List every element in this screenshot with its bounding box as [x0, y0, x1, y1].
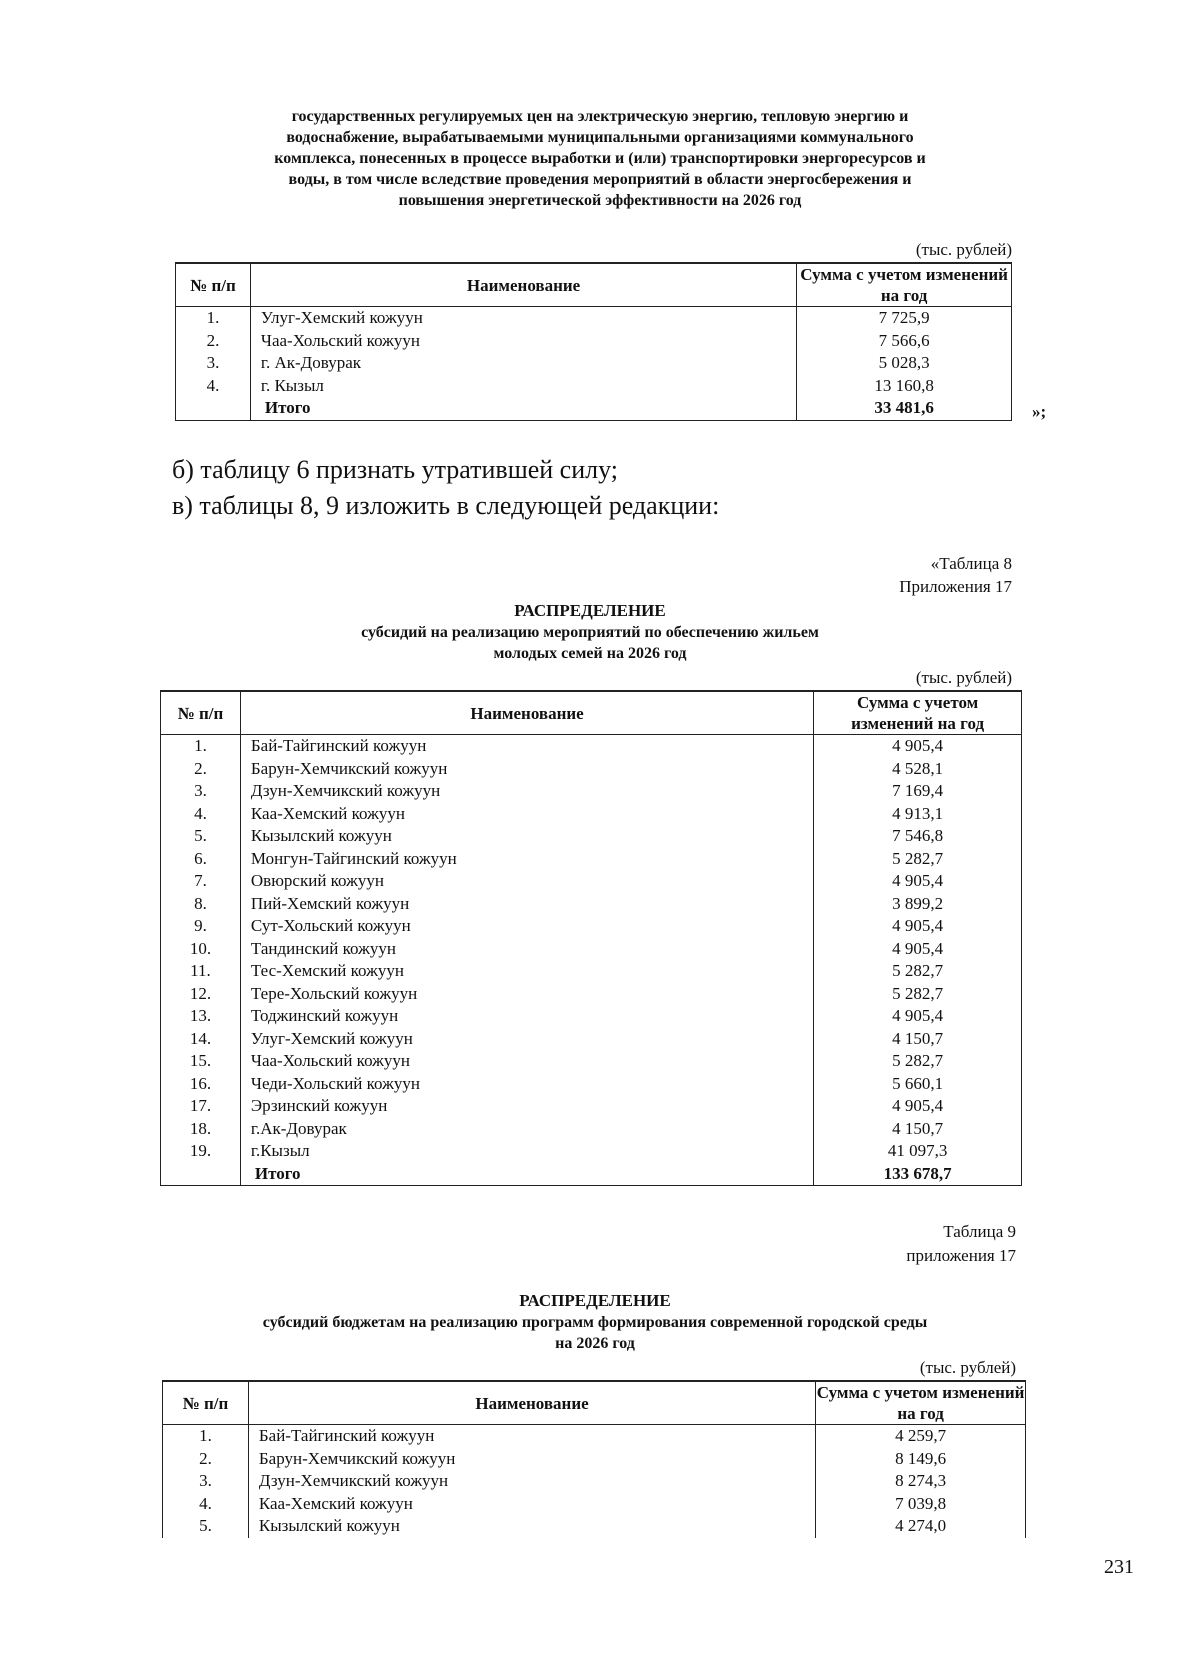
table-row — [163, 1425, 1026, 1448]
col-sum-header: Сумма с учетом изменений на год — [797, 263, 1012, 307]
caption-line: Приложения 17 — [899, 577, 1012, 596]
table-row — [163, 1470, 1026, 1493]
row-number: 13. — [161, 1005, 241, 1028]
row-number: 3. — [163, 1470, 249, 1493]
table9-title — [170, 1290, 1020, 1354]
col-num-header: № п/п — [161, 691, 241, 735]
row-name: Овюрский кожуун — [240, 870, 813, 893]
row-number: 2. — [163, 1448, 249, 1471]
table9-caption — [800, 1220, 1016, 1268]
row-number: 1. — [163, 1425, 249, 1448]
title-line: субсидий на реализацию мероприятий по обеспечению жильем — [361, 624, 819, 641]
row-number: 9. — [161, 915, 241, 938]
row-number: 8. — [161, 893, 241, 916]
title-word: РАСПРЕДЕЛЕНИЕ — [514, 601, 666, 620]
table1-unit: (тыс. рублей) — [915, 240, 1012, 259]
table-row — [161, 780, 1022, 803]
row-name: Пий-Хемский кожуун — [240, 893, 813, 916]
row-name: Бай-Тайгинский кожуун — [240, 735, 813, 758]
table-header-row — [176, 263, 1012, 307]
row-value: 8 149,6 — [816, 1448, 1026, 1471]
row-value: 4 150,7 — [814, 1028, 1022, 1051]
row-number: 14. — [161, 1028, 241, 1051]
table-row — [161, 960, 1022, 983]
col-sum-header: Сумма с учетом изменений на год — [814, 691, 1022, 735]
row-value: 5 282,7 — [814, 960, 1022, 983]
row-value: 5 282,7 — [814, 983, 1022, 1006]
row-number: 2. — [161, 758, 241, 781]
row-name: г. Кызыл — [250, 375, 796, 398]
row-name: Тес-Хемский кожуун — [240, 960, 813, 983]
row-value: 4 150,7 — [814, 1118, 1022, 1141]
row-value: 4 905,4 — [814, 1095, 1022, 1118]
row-value: 7 039,8 — [816, 1493, 1026, 1516]
row-name: Чаа-Хольский кожуун — [250, 330, 796, 353]
row-number: 3. — [161, 780, 241, 803]
heading-line: воды, в том числе вследствие проведения мероприятий в области энергосбережения и — [288, 171, 912, 188]
col-name-header: Наименование — [240, 691, 813, 735]
table-row — [176, 307, 1012, 330]
table-row — [161, 1028, 1022, 1051]
row-value: 13 160,8 — [797, 375, 1012, 398]
caption-line: приложения 17 — [906, 1246, 1016, 1265]
section-heading — [190, 106, 1010, 211]
row-value: 7 546,8 — [814, 825, 1022, 848]
row-number: 16. — [161, 1073, 241, 1096]
row-number: 5. — [163, 1515, 249, 1538]
table-row — [176, 352, 1012, 375]
table-row — [161, 983, 1022, 1006]
row-value: 3 899,2 — [814, 893, 1022, 916]
table-row — [176, 330, 1012, 353]
col-num-header: № п/п — [163, 1381, 249, 1425]
title-word: РАСПРЕДЕЛЕНИЕ — [519, 1291, 671, 1310]
total-num-cell — [176, 397, 251, 420]
row-value: 7 566,6 — [797, 330, 1012, 353]
table8-caption — [700, 552, 1012, 598]
row-value: 4 913,1 — [814, 803, 1022, 826]
row-name: Чаа-Хольский кожуун — [240, 1050, 813, 1073]
row-number: 4. — [163, 1493, 249, 1516]
row-value: 5 028,3 — [797, 352, 1012, 375]
row-value: 4 274,0 — [816, 1515, 1026, 1538]
row-value: 4 905,4 — [814, 1005, 1022, 1028]
row-value: 4 905,4 — [814, 915, 1022, 938]
row-number: 12. — [161, 983, 241, 1006]
row-name: Монгун-Тайгинский кожуун — [240, 848, 813, 871]
table1 — [175, 262, 1012, 421]
table8-title — [250, 600, 930, 664]
row-number: 7. — [161, 870, 241, 893]
table9-unit: (тыс. рублей) — [919, 1358, 1016, 1377]
row-name: Эрзинский кожуун — [240, 1095, 813, 1118]
row-value: 4 528,1 — [814, 758, 1022, 781]
heading-line: повышения энергетической эффективности на 2026 год — [398, 192, 802, 209]
row-name: Дзун-Хемчикский кожуун — [248, 1470, 815, 1493]
row-number: 1. — [161, 735, 241, 758]
row-number: 15. — [161, 1050, 241, 1073]
row-number: 6. — [161, 848, 241, 871]
total-value: 133 678,7 — [814, 1163, 1022, 1186]
total-row — [161, 1163, 1022, 1186]
row-number: 17. — [161, 1095, 241, 1118]
col-name-header: Наименование — [248, 1381, 815, 1425]
total-label: Итого — [240, 1163, 813, 1186]
row-number: 4. — [176, 375, 251, 398]
heading-line: водоснабжение, вырабатываемыми муниципальными организациями коммунального — [286, 129, 914, 146]
row-number: 11. — [161, 960, 241, 983]
row-value: 41 097,3 — [814, 1140, 1022, 1163]
row-name: Бай-Тайгинский кожуун — [248, 1425, 815, 1448]
heading-line: комплекса, понесенных в процессе выработки и (или) транспортировки энергоресурсов и — [274, 150, 926, 167]
total-row — [176, 397, 1012, 420]
table-row — [161, 1005, 1022, 1028]
table-row — [176, 375, 1012, 398]
row-name: Тоджинский кожуун — [240, 1005, 813, 1028]
row-value: 7 169,4 — [814, 780, 1022, 803]
row-value: 7 725,9 — [797, 307, 1012, 330]
table-row — [161, 938, 1022, 961]
row-number: 10. — [161, 938, 241, 961]
title-line: субсидий бюджетам на реализацию программ формирования современной городской среды — [262, 1314, 928, 1331]
table-row — [163, 1448, 1026, 1471]
row-value: 4 905,4 — [814, 870, 1022, 893]
row-name: Каа-Хемский кожуун — [248, 1493, 815, 1516]
row-name: Тандинский кожуун — [240, 938, 813, 961]
col-num-header: № п/п — [176, 263, 251, 307]
row-name: Тере-Хольский кожуун — [240, 983, 813, 1006]
row-name: Улуг-Хемский кожуун — [240, 1028, 813, 1051]
table-row — [163, 1493, 1026, 1516]
col-sum-header: Сумма с учетом изменений на год — [816, 1383, 1025, 1423]
title-line: на 2026 год — [555, 1335, 635, 1352]
total-num-cell — [161, 1163, 241, 1186]
row-number: 2. — [176, 330, 251, 353]
table-row — [161, 803, 1022, 826]
row-number: 19. — [161, 1140, 241, 1163]
col-name-header: Наименование — [250, 263, 796, 307]
row-name: Дзун-Хемчикский кожуун — [240, 780, 813, 803]
heading-line: государственных регулируемых цен на электрическую энергию, тепловую энергию и — [291, 108, 909, 125]
row-value: 4 905,4 — [814, 735, 1022, 758]
row-value: 5 282,7 — [814, 848, 1022, 871]
paragraph-b: б) таблицу 6 признать утратившей силу; — [172, 455, 618, 484]
paragraph-v: в) таблицы 8, 9 изложить в следующей редакции: — [172, 491, 720, 520]
row-name: Кызылский кожуун — [240, 825, 813, 848]
row-value: 8 274,3 — [816, 1470, 1026, 1493]
row-number: 4. — [161, 803, 241, 826]
row-number: 1. — [176, 307, 251, 330]
row-value: 5 660,1 — [814, 1073, 1022, 1096]
row-number: 18. — [161, 1118, 241, 1141]
row-name: Барун-Хемчикский кожуун — [248, 1448, 815, 1471]
table9-body — [163, 1425, 1026, 1538]
total-value: 33 481,6 — [797, 397, 1012, 420]
table-header-row — [161, 691, 1022, 735]
title-line: молодых семей на 2026 год — [493, 645, 687, 662]
table8-body — [161, 735, 1022, 1186]
row-name: Каа-Хемский кожуун — [240, 803, 813, 826]
row-number: 3. — [176, 352, 251, 375]
table-row — [161, 758, 1022, 781]
table-row — [161, 1140, 1022, 1163]
row-value: 4 259,7 — [816, 1425, 1026, 1448]
closing-quote: »; — [1032, 402, 1047, 421]
row-name: Улуг-Хемский кожуун — [250, 307, 796, 330]
row-name: г.Кызыл — [240, 1140, 813, 1163]
table-row — [161, 870, 1022, 893]
table1-body — [176, 307, 1012, 421]
table-row — [161, 735, 1022, 758]
row-name: Кызылский кожуун — [248, 1515, 815, 1538]
table-row — [161, 1118, 1022, 1141]
table-row — [161, 848, 1022, 871]
row-name: г.Ак-Довурак — [240, 1118, 813, 1141]
table-row — [161, 1050, 1022, 1073]
row-value: 5 282,7 — [814, 1050, 1022, 1073]
row-number: 5. — [161, 825, 241, 848]
row-value: 4 905,4 — [814, 938, 1022, 961]
table8-unit: (тыс. рублей) — [915, 668, 1012, 687]
table9 — [162, 1380, 1026, 1538]
row-name: Барун-Хемчикский кожуун — [240, 758, 813, 781]
caption-line: Таблица 9 — [943, 1222, 1016, 1241]
table-row — [161, 893, 1022, 916]
table-row — [161, 1095, 1022, 1118]
row-name: Чеди-Хольский кожуун — [240, 1073, 813, 1096]
row-name: Сут-Хольский кожуун — [240, 915, 813, 938]
page-number: 231 — [1104, 1556, 1134, 1578]
table-row — [161, 915, 1022, 938]
caption-line: «Таблица 8 — [930, 554, 1012, 573]
table-header-row — [163, 1381, 1026, 1425]
table-row — [161, 1073, 1022, 1096]
table-row — [163, 1515, 1026, 1538]
total-label: Итого — [250, 397, 796, 420]
table8 — [160, 690, 1022, 1186]
row-name: г. Ак-Довурак — [250, 352, 796, 375]
table-row — [161, 825, 1022, 848]
